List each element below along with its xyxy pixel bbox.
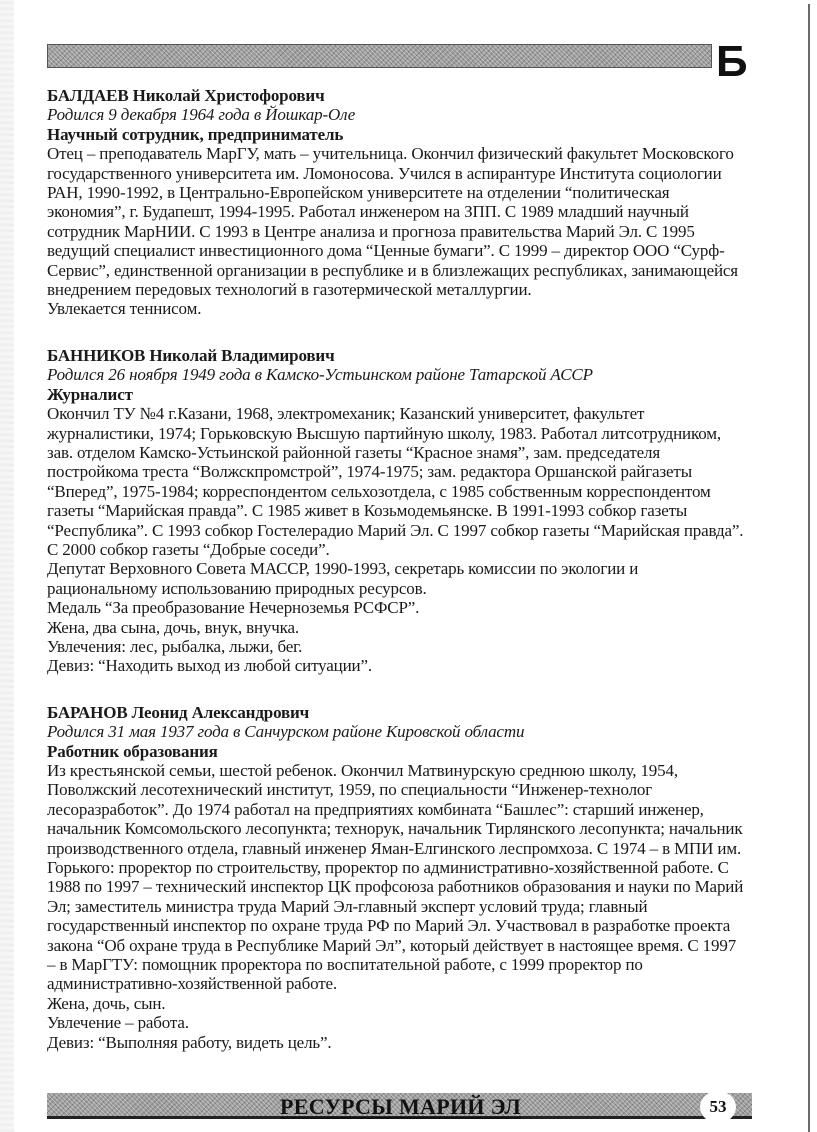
person-name: БАЛДАЕВ Николай Христофорович <box>47 86 325 105</box>
biography-entry-baldaev <box>47 86 747 319</box>
profession: Журналист <box>47 384 133 404</box>
public-service: Депутат Верховного Совета МАССР, 1990-1993, секретарь комиссии по экологии и рациональному использованию природных ресурсов. <box>47 559 639 598</box>
person-name: БАРАНОВ Леонид Александрович <box>47 702 310 722</box>
scan-right-edge-line <box>808 4 810 1132</box>
header-decorative-bar <box>47 44 712 68</box>
scan-left-edge <box>0 0 14 1132</box>
biography-list <box>47 86 747 1079</box>
biography-text: Окончил ТУ №4 г.Казани, 1968, электромеханик; Казанский университет, факультет журналистики, 1974; Горьковскую Высшую партийную школу, 1983. Работал литсотрудником, зав. отделом Камско-Устьинской районной газеты “Красное знамя”, зам. председателя постройкома треста “Волжскпромстрой”, 1974-1975; зам. редактора Оршанской райгазеты “Вперед”, 1975-1984; корреспондентом сельхозотдела, с 1985 собственным корреспондентом газеты “Марийская правда”. С 1985 живет в Козьмодемьянске. В 1991-1993 собкор газеты “Республика”. С 1993 собкор Гостелерадио Марий Эл. С 1997 собкор газеты “Марийская правда”. С 2000 собкор газеты “Добрые соседи”. <box>47 404 744 559</box>
profession: Работник образования <box>47 741 218 761</box>
person-name: БАННИКОВ Николай Владимирович <box>47 345 335 365</box>
biography-text: Из крестьянской семьи, шестой ребенок. Окончил Матвинурскую среднюю школу, 1954, Поволжский лесотехнический институт, 1959, по специальности “Инженер-технолог лесоразработок”. До 1974 работал на предприятиях комбината “Башлес”: старший инженер, начальник Комсомольского лесопункта; технорук, начальник Тирлянского лесопункта; начальник производственного отдела, главный инженер Яман-Елгинского леспромхоза. С 1974 – в МПИ им. Горького: проректор по строительству, проректор по административно-хозяйственной работе. С 1988 по 1997 – технический инспектор ЦК профсоюза работников образования и науки по Марий Эл; заместитель министра труда Марий Эл-главный эксперт условий труда; главный государственный инспектор по охране труда РФ по Марий Эл. Участвовал в разработке проекта закона “Об охране труда в Республике Марий Эл”, который действует в настоящее время. С 1997 – в МарГТУ: помощник проректора по воспитательной работе, с 1999 проректор по административно-хозяйственной работе. <box>47 761 744 994</box>
motto: Девиз: “Находить выход из любой ситуации”. <box>47 656 372 676</box>
biography-entry-baranov <box>47 703 747 1052</box>
publication-title: РЕСУРСЫ МАРИЙ ЭЛ <box>280 1094 522 1119</box>
family: Жена, дочь, сын. <box>47 993 166 1013</box>
section-letter: Б <box>716 37 748 86</box>
profession: Научный сотрудник, предприниматель <box>47 124 344 144</box>
hobbies: Увлекается теннисом. <box>47 299 202 319</box>
birth-info: Родился 31 мая 1937 года в Санчурском районе Кировской области <box>47 722 525 742</box>
motto: Девиз: “Выполняя работу, видеть цель”. <box>47 1032 332 1052</box>
awards: Медаль “За преобразование Нечерноземья РСФСР”. <box>47 598 420 618</box>
biography-text: Отец – преподаватель МарГУ, мать – учительница. Окончил физический факультет Московского государственного университета им. Ломоносова. Учился в аспирантуре Института социологии РАН, 1990-1992, в Центрально-Европейском университете на отделении “политическая экономия”, г. Будапешт, 1994-1995. Работал инженером на ЗПП. С 1989 младший научный сотрудник МарНИИ. С 1993 в Центре анализа и прогноза правительства Марий Эл. С 1995 ведущий специалист инвестиционного дома “Ценные бумаги”. С 1999 – директор ООО “Сурф-Сервис”, единственной организации в республике и в близлежащих республиках, занимающейся внедрением передовых технологий в газотермической металлургии. <box>47 144 738 300</box>
hobbies: Увлечение – работа. <box>47 1013 189 1033</box>
hobbies: Увлечения: лес, рыбалка, лыжи, бег. <box>47 636 303 656</box>
family: Жена, два сына, дочь, внук, внучка. <box>47 617 300 637</box>
biography-entry-bannikov <box>47 346 747 676</box>
birth-info: Родился 26 ноября 1949 года в Камско-Устьинском районе Татарской АССР <box>47 365 593 385</box>
birth-info: Родился 9 декабря 1964 года в Йошкар-Оле <box>47 105 356 125</box>
page-number: 53 <box>700 1091 736 1123</box>
